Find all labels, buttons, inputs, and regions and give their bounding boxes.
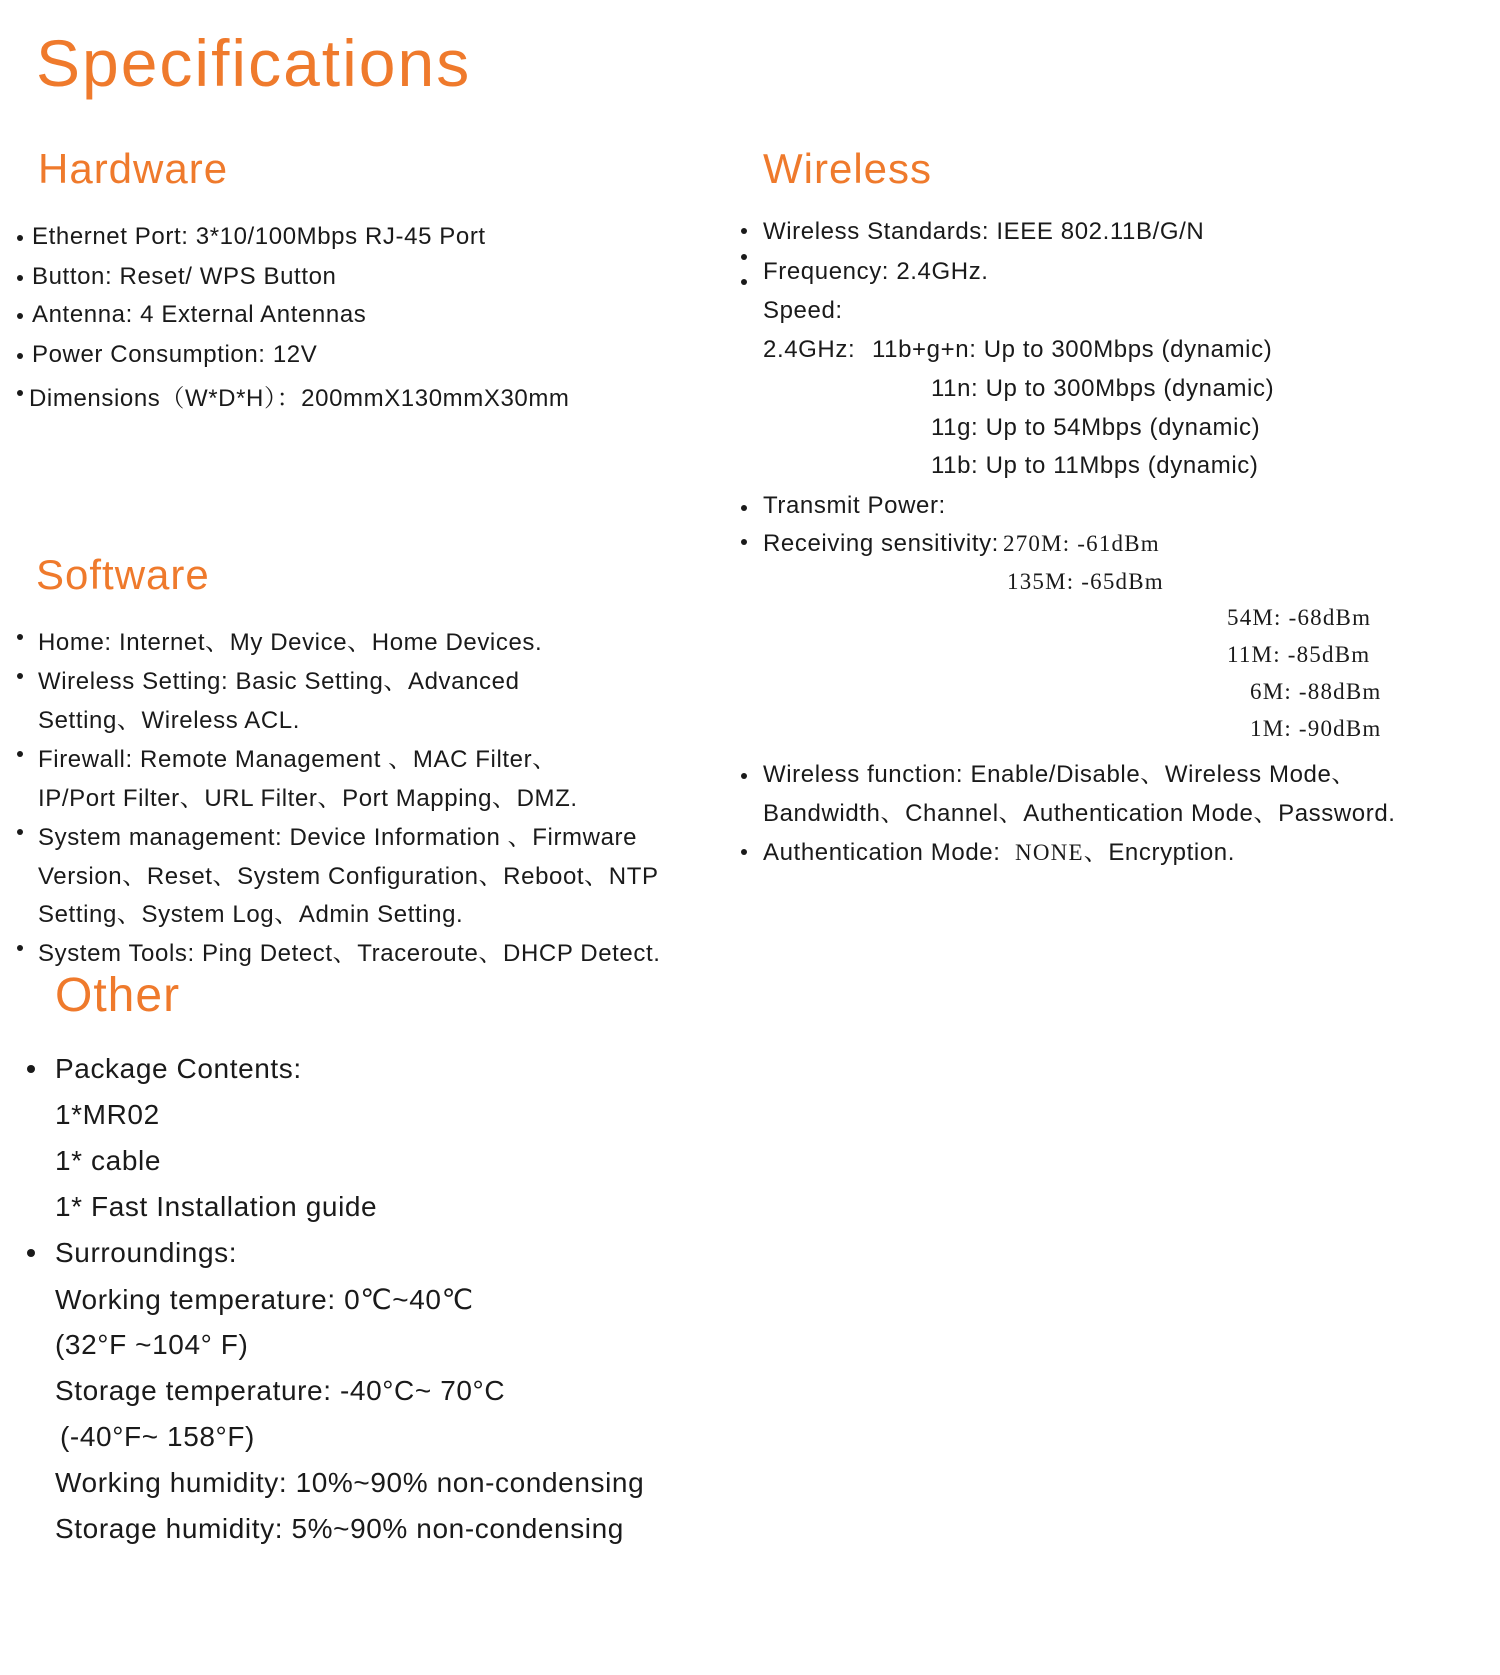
bullet-icon [27, 1065, 35, 1073]
bullet-icon [17, 390, 23, 396]
software-line: Home: Internet、My Device、Home Devices. [38, 629, 543, 656]
hardware-item: Ethernet Port: 3*10/100Mbps RJ-45 Port [32, 223, 486, 250]
wireless-function-line: Bandwidth、Channel、Authentication Mode、Password. [763, 800, 1396, 827]
wireless-speed-row: 11n: Up to 300Mbps (dynamic) [931, 375, 1275, 402]
sensitivity-value: 1M: -90dBm [1250, 716, 1382, 741]
hardware-item: Antenna: 4 External Antennas [32, 301, 367, 328]
wireless-heading: Wireless [763, 145, 933, 192]
wireless-speed-row: 11g: Up to 54Mbps (dynamic) [931, 414, 1261, 441]
wireless-speed-row: 11b+g+n: Up to 300Mbps (dynamic) [872, 336, 1273, 363]
page-title: Specifications [36, 26, 472, 100]
other-line: Surroundings: [55, 1237, 238, 1268]
bullet-icon [741, 228, 747, 234]
other-line: (-40°F~ 158°F) [60, 1421, 255, 1452]
other-line: 1* cable [55, 1145, 161, 1176]
bullet-icon [741, 849, 747, 855]
sensitivity-value: 270M: -61dBm [1003, 531, 1160, 556]
software-heading: Software [36, 551, 210, 598]
bullet-icon [17, 634, 23, 640]
hardware-heading: Hardware [38, 145, 229, 192]
other-line: 1* Fast Installation guide [55, 1191, 378, 1222]
wireless-transmit-power: Transmit Power: [763, 492, 946, 519]
bullet-icon [741, 254, 747, 260]
bullet-icon [27, 1249, 35, 1257]
other-line: 1*MR02 [55, 1099, 160, 1130]
software-line: Firewall: Remote Management 、MAC Filter、 [38, 746, 557, 773]
sensitivity-value: 54M: -68dBm [1227, 605, 1372, 630]
other-heading: Other [55, 969, 181, 1022]
sensitivity-value: 135M: -65dBm [1007, 569, 1164, 594]
software-line: Setting、System Log、Admin Setting. [38, 901, 464, 928]
bullet-icon [17, 275, 23, 281]
other-line: Storage humidity: 5%~90% non-condensing [55, 1513, 624, 1544]
other-line: Working humidity: 10%~90% non-condensing [55, 1467, 645, 1498]
bullet-icon [17, 673, 23, 679]
software-line: Version、Reset、System Configuration、Reboot、NTP [38, 863, 659, 890]
software-line: IP/Port Filter、URL Filter、Port Mapping、DMZ. [38, 785, 578, 812]
software-line: Wireless Setting: Basic Setting、Advanced [38, 668, 520, 695]
wireless-speed-label: Speed: [763, 297, 843, 324]
bullet-icon [17, 313, 23, 319]
wireless-speed-row: 11b: Up to 11Mbps (dynamic) [931, 452, 1259, 479]
hardware-item: Dimensions（W*D*H）：200mmX130mmX30mm [29, 385, 570, 412]
bullet-icon [741, 505, 747, 511]
auth-mode-rest: 、Encryption. [1083, 839, 1235, 866]
auth-mode-label: Authentication Mode: [763, 839, 1016, 866]
software-line: Setting、Wireless ACL. [38, 707, 301, 734]
wireless-standards: Wireless Standards: IEEE 802.11B/G/N [763, 218, 1205, 245]
software-line: System Tools: Ping Detect、Traceroute、DHCP Detect. [38, 940, 661, 967]
hardware-item: Button: Reset/ WPS Button [32, 263, 337, 290]
software-line: System management: Device Information 、Firmware [38, 824, 638, 851]
bullet-icon [17, 945, 23, 951]
wireless-speed-band: 2.4GHz: [763, 336, 856, 363]
bullet-icon [741, 773, 747, 779]
bullet-icon [741, 279, 747, 285]
wireless-function-line: Wireless function: Enable/Disable、Wireless Mode、 [763, 761, 1357, 788]
wireless-sensitivity-label: Receiving sensitivity: [763, 530, 999, 557]
other-line: Storage temperature: -40°C~ 70°C [55, 1375, 506, 1406]
bullet-icon [17, 353, 23, 359]
wireless-frequency: Frequency: 2.4GHz. [763, 258, 989, 285]
bullet-icon [17, 829, 23, 835]
other-line: (32°F ~104° F) [55, 1329, 249, 1360]
hardware-item: Power Consumption: 12V [32, 341, 318, 368]
other-line: Working temperature: 0℃~40℃ [55, 1284, 474, 1315]
auth-mode-none: NONE [1015, 840, 1084, 865]
other-line: Package Contents: [55, 1053, 302, 1084]
bullet-icon [17, 751, 23, 757]
sensitivity-value: 6M: -88dBm [1250, 679, 1382, 704]
bullet-icon [17, 235, 23, 241]
wireless-auth-mode [763, 832, 1235, 867]
sensitivity-value: 11M: -85dBm [1227, 642, 1371, 667]
bullet-icon [741, 539, 747, 545]
